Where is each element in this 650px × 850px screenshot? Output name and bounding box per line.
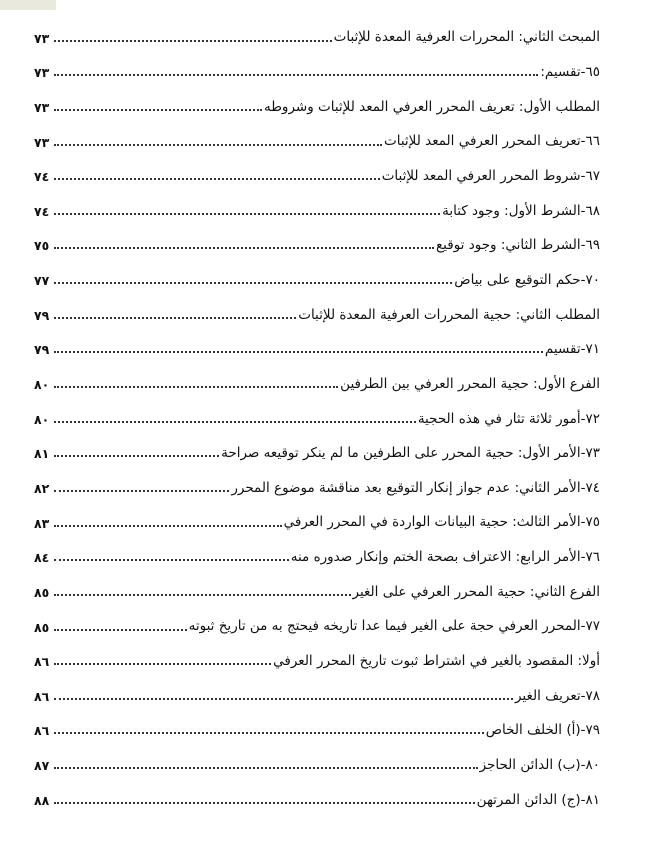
toc-entry [34, 253, 600, 288]
dot-leader [54, 802, 475, 804]
toc-entry-page-number: ٨٠ [34, 411, 50, 427]
toc-entry-title: ٧١-تقسيم [544, 341, 600, 358]
toc-entry-title: ٨٠-(ب) الدائن الحاجز [479, 756, 600, 773]
dot-leader [54, 351, 543, 353]
dot-leader [54, 40, 332, 42]
dot-leader [54, 663, 271, 665]
toc-entry-title: ٧٣-الأمر الأول: حجية المحرر على الطرفين ما لم ينكر توقيعه صراحة [221, 445, 600, 462]
dot-leader [54, 144, 382, 146]
dot-leader [54, 559, 289, 561]
toc-entry-title: ٧٦-الأمر الرابع: الاعتراف بصحة الختم وإنكار صدوره منه [290, 549, 600, 566]
toc-entry-title: ٦٧-شروط المحرر العرفي المعد للإثبات [381, 168, 600, 185]
toc-entry-title: المطلب الأول: تعريف المحرر العرفي المعد للإثبات وشروطه [263, 98, 600, 115]
toc-entry-page-number: ٨٦ [34, 654, 50, 670]
dot-leader [54, 421, 416, 423]
toc-entry-title: ٦٨-الشرط الأول: وجود كتابة [442, 202, 600, 219]
toc-entry [34, 11, 600, 46]
toc-entry-title: ٧٧-المحرر العرفي حجة على الغير فيما عدا تاريخه فيحتج به من تاريخ ثبوته [188, 618, 600, 635]
dot-leader [54, 282, 452, 284]
dot-leader [54, 629, 187, 631]
toc-entry-page-number: ٨٣ [34, 515, 50, 531]
toc-entry-page-number: ٧٤ [34, 169, 50, 185]
toc-entry-page-number: ٨٦ [34, 723, 50, 739]
dot-leader [54, 178, 380, 180]
toc-entry-page-number: ٨١ [34, 446, 50, 462]
toc-entry [34, 115, 600, 150]
toc-entry-title: ٧٩-(أ) الخلف الخاص [485, 722, 600, 739]
toc-entry-title: ٧٤-الأمر الثاني: عدم جواز إنكار التوقيع بعد مناقشة موضوع المحرر [231, 479, 600, 496]
dot-leader [54, 386, 338, 388]
toc-entry [34, 184, 600, 219]
dot-leader [54, 767, 478, 769]
toc-entry [34, 427, 600, 462]
toc-entry-page-number: ٨٦ [34, 688, 50, 704]
toc-entry [34, 357, 600, 392]
toc-entry [34, 635, 600, 670]
toc-entry-title: ٧٨-تعريف الغير [514, 687, 600, 704]
toc-entry [34, 46, 600, 81]
toc-entry [34, 773, 600, 808]
dot-leader [54, 594, 351, 596]
toc-entry-page-number: ٧٩ [34, 307, 50, 323]
toc-entry-title: أولا: المقصود بالغير في اشتراط ثبوت تاريخ المحرر العرفي [273, 652, 600, 669]
toc-entry [34, 669, 600, 704]
toc-entry-page-number: ٧٣ [34, 99, 50, 115]
toc-entry-title: المطلب الثاني: حجية المحررات العرفية المعدة للإثبات [298, 306, 600, 323]
dot-leader [54, 247, 434, 249]
toc-entry-title: ٦٩-الشرط الثاني: وجود توقيع [435, 237, 600, 254]
toc-entry-title: ٧٠-حكم التوقيع على بياض [454, 271, 600, 288]
toc-entry-title: الفرع الثاني: حجية المحرر العرفي على الغير [352, 583, 600, 600]
toc-entry [34, 288, 600, 323]
toc-entry [34, 392, 600, 427]
toc-entry-page-number: ٨٠ [34, 377, 50, 393]
dot-leader [54, 455, 219, 457]
toc-entry [34, 704, 600, 739]
dot-leader [54, 109, 262, 111]
toc-entry-page-number: ٨٥ [34, 584, 50, 600]
toc-entry-page-number: ٨٨ [34, 792, 50, 808]
toc-entry-page-number: ٨٧ [34, 758, 50, 774]
toc-entry [34, 738, 600, 773]
table-of-contents [34, 11, 600, 808]
toc-entry [34, 565, 600, 600]
toc-entry-page-number: ٧٧ [34, 273, 50, 289]
toc-entry [34, 80, 600, 115]
toc-entry-title: الفرع الأول: حجية المحرر العرفي بين الطرفين [340, 375, 600, 392]
toc-entry-page-number: ٨٢ [34, 480, 50, 496]
toc-entry [34, 600, 600, 635]
toc-entry-page-number: ٧٤ [34, 203, 50, 219]
toc-entry [34, 531, 600, 566]
dot-leader [54, 213, 440, 215]
toc-entry-page-number: ٧٣ [34, 30, 50, 46]
toc-entry [34, 461, 600, 496]
corner-mark [0, 0, 56, 10]
toc-entry-page-number: ٧٣ [34, 65, 50, 81]
toc-entry [34, 219, 600, 254]
toc-entry-page-number: ٧٩ [34, 342, 50, 358]
toc-entry [34, 150, 600, 185]
toc-entry-title: ٦٦-تعريف المحرر العرفي المعد للإثبات [384, 133, 600, 150]
toc-entry [34, 323, 600, 358]
toc-entry-title: ٧٥-الأمر الثالث: حجية البيانات الواردة في المحرر العرفي [283, 514, 600, 531]
toc-entry-title: المبحث الثاني: المحررات العرفية المعدة للإثبات [333, 29, 600, 46]
toc-entry-page-number: ٧٣ [34, 134, 50, 150]
toc-entry [34, 496, 600, 531]
dot-leader [54, 732, 484, 734]
dot-leader [54, 74, 538, 76]
toc-entry-title: ٧٢-أمور ثلاثة تثار في هذه الحجية [417, 410, 600, 427]
dot-leader [54, 317, 296, 319]
toc-entry-page-number: ٨٥ [34, 619, 50, 635]
dot-leader [54, 490, 229, 492]
dot-leader [54, 698, 513, 700]
toc-entry-page-number: ٧٥ [34, 238, 50, 254]
toc-entry-title: ٨١-(ج) الدائن المرتهن [476, 791, 600, 808]
toc-entry-page-number: ٨٤ [34, 550, 50, 566]
dot-leader [54, 525, 282, 527]
toc-entry-title: ٦٥-تقسيم: [540, 64, 600, 81]
